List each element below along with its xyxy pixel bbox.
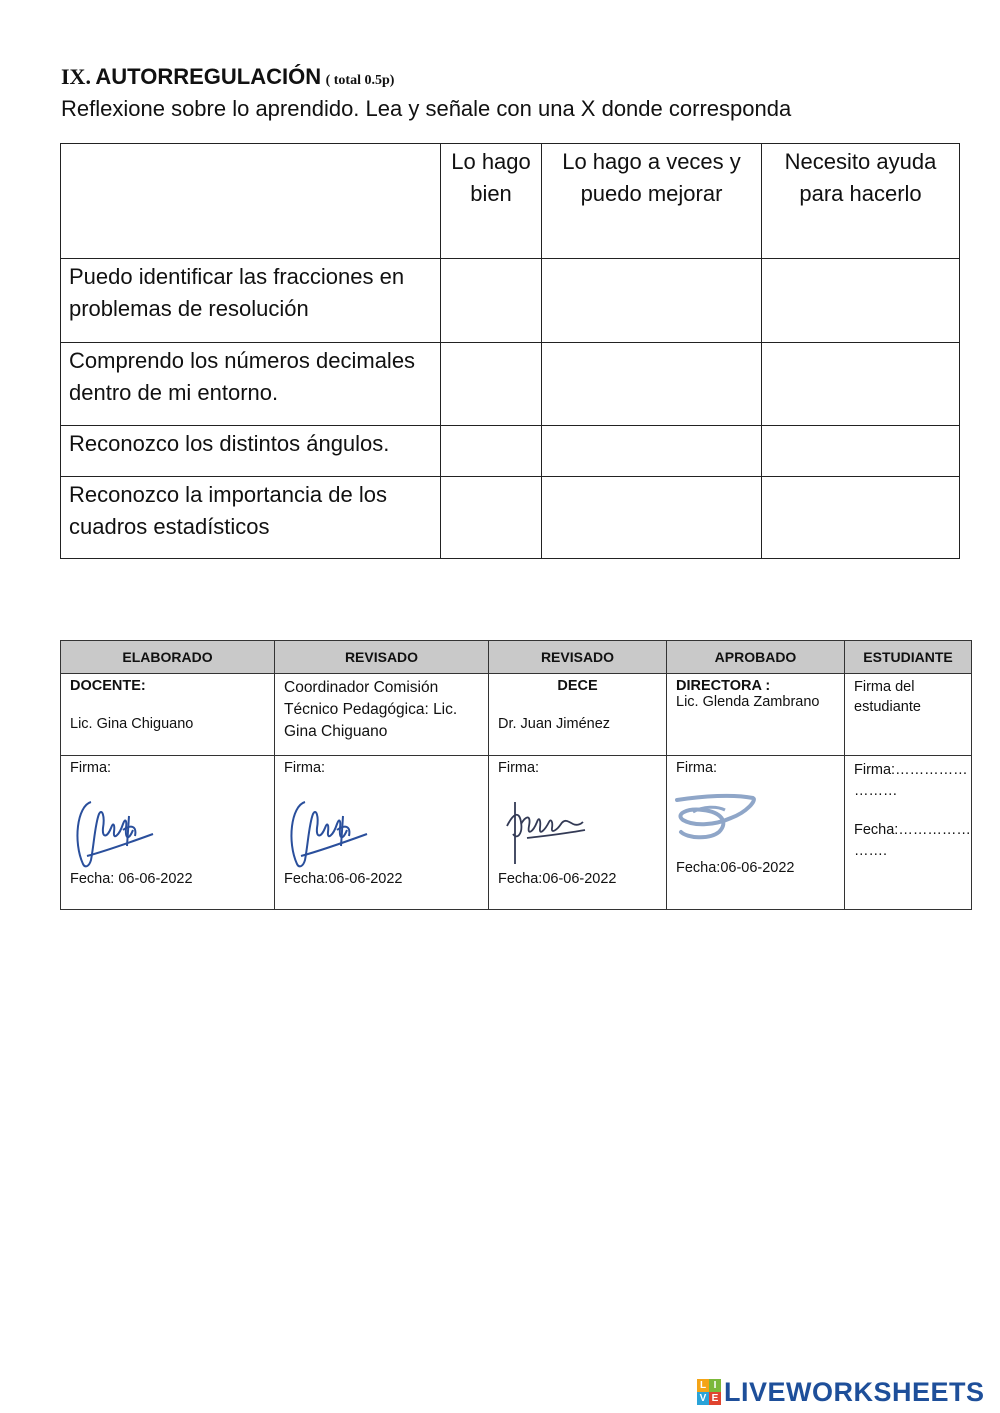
firma-label: Firma:: [676, 760, 718, 776]
mark-input[interactable]: [542, 426, 761, 459]
elaborado-signature-cell: [61, 756, 275, 910]
mark-cell[interactable]: [542, 477, 762, 559]
criterion-decimales: Comprendo los números decimales dentro de mi entorno.: [61, 343, 441, 426]
instructions-text: Reflexione sobre lo aprendido. Lea y señale con una X donde corresponda: [61, 96, 792, 121]
directora-label: DIRECTORA :: [676, 678, 771, 694]
approval-header-row: [61, 641, 972, 674]
estudiante-fecha-line: Fecha:……………: [854, 822, 971, 838]
approval-table: [60, 640, 972, 910]
mark-cell[interactable]: [762, 426, 960, 477]
mark-input[interactable]: [441, 426, 541, 459]
mark-input[interactable]: [762, 259, 959, 292]
dece-cell: [489, 674, 667, 756]
rubric-row: [61, 426, 960, 477]
criterion-angulos: Reconozco los distintos ángulos.: [61, 426, 441, 477]
estudiante-signature-cell: [845, 756, 972, 910]
revisado-signature-cell: [275, 756, 489, 910]
mark-cell[interactable]: [441, 426, 542, 477]
header-revisado: REVISADO: [275, 641, 489, 674]
mark-cell[interactable]: [441, 343, 542, 426]
signature-drawing: [283, 794, 373, 874]
estudiante-text: Firma del estudiante: [854, 679, 921, 715]
directora-name: Lic. Glenda Zambrano: [676, 694, 820, 710]
rubric-corner-cell: [61, 144, 441, 259]
coordinador-text: Coordinador Comisión Técnico Pedagógica: Lic. Gina Chiguano: [284, 679, 458, 740]
mark-input[interactable]: [441, 259, 541, 292]
aprobado-cell: [667, 674, 845, 756]
column-header-lo-hago-bien: Lo hago bien: [441, 144, 542, 259]
header-revisado-dece: REVISADO: [489, 641, 667, 674]
header-estudiante: ESTUDIANTE: [845, 641, 972, 674]
mark-cell[interactable]: [542, 259, 762, 343]
column-header-a-veces: Lo hago a veces y puedo mejorar: [542, 144, 762, 259]
section-heading: AUTORREGULACIÓN: [95, 64, 322, 89]
rubric-header-row: [61, 144, 960, 259]
mark-input[interactable]: [441, 343, 541, 376]
estudiante-firma-line: ………: [854, 783, 898, 799]
approval-roles-row: [61, 674, 972, 756]
rubric-row: [61, 259, 960, 343]
mark-cell[interactable]: [762, 259, 960, 343]
firma-label: Firma:: [498, 760, 540, 776]
mark-cell[interactable]: [762, 477, 960, 559]
mark-input[interactable]: [542, 477, 761, 510]
approval-signatures-row: [61, 756, 972, 910]
column-header-necesito-ayuda: Necesito ayuda para hacerlo: [762, 144, 960, 259]
docente-name: Lic. Gina Chiguano: [70, 716, 194, 732]
rubric-row: [61, 477, 960, 559]
mark-input[interactable]: [542, 343, 761, 376]
mark-cell[interactable]: [542, 426, 762, 477]
mark-input[interactable]: [441, 477, 541, 510]
mark-input[interactable]: [762, 426, 959, 459]
docente-label: DOCENTE:: [70, 678, 146, 694]
logo-letter: V: [697, 1392, 709, 1405]
logo-letter: L: [697, 1379, 709, 1392]
firma-label: Firma:: [284, 760, 326, 776]
liveworksheets-icon: [697, 1379, 721, 1405]
firma-label: Firma:: [70, 760, 112, 776]
header-elaborado: ELABORADO: [61, 641, 275, 674]
mark-input[interactable]: [542, 259, 761, 292]
liveworksheets-wordmark: LIVEWORKSHEETS: [724, 1377, 985, 1407]
rubric-row: [61, 343, 960, 426]
elaborado-cell: [61, 674, 275, 756]
section-points: ( total 0.5p): [325, 73, 395, 88]
revisado-cell: [275, 674, 489, 756]
logo-letter: E: [709, 1392, 721, 1405]
liveworksheets-logo: [697, 1378, 985, 1406]
criterion-fracciones: Puedo identificar las fracciones en problemas de resolución: [61, 259, 441, 343]
dece-name: Dr. Juan Jiménez: [498, 716, 611, 732]
dece-signature-cell: [489, 756, 667, 910]
mark-cell[interactable]: [441, 477, 542, 559]
criterion-estadisticos: Reconozco la importancia de los cuadros estadísticos: [61, 477, 441, 559]
section-number: IX.: [61, 64, 91, 89]
aprobado-signature-cell: [667, 756, 845, 910]
mark-input[interactable]: [762, 343, 959, 376]
estudiante-fecha-line: …….: [854, 843, 888, 859]
logo-letter: I: [709, 1379, 721, 1392]
dece-label: DECE: [557, 678, 598, 694]
mark-cell[interactable]: [542, 343, 762, 426]
self-assessment-table: [60, 143, 960, 559]
header-aprobado: APROBADO: [667, 641, 845, 674]
estudiante-firma-block: [854, 760, 971, 862]
mark-input[interactable]: [762, 477, 959, 510]
signature-drawing: [673, 792, 763, 852]
estudiante-cell: [845, 674, 972, 756]
fecha-label: Fecha:06-06-2022: [498, 871, 617, 887]
fecha-label: Fecha: 06-06-2022: [70, 871, 193, 887]
fecha-label: Fecha:06-06-2022: [676, 860, 795, 876]
mark-cell[interactable]: [762, 343, 960, 426]
estudiante-firma-line: Firma:……………: [854, 762, 968, 778]
section-title: [61, 64, 394, 90]
signature-drawing: [503, 794, 593, 874]
signature-drawing: [69, 794, 159, 874]
mark-cell[interactable]: [441, 259, 542, 343]
fecha-label: Fecha:06-06-2022: [284, 871, 403, 887]
